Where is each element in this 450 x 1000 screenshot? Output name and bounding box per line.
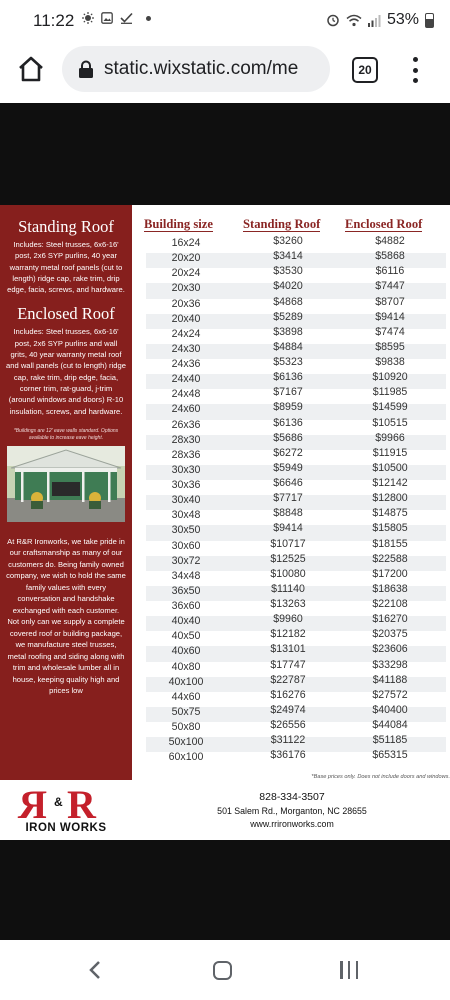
cell-building-size: 34x48 bbox=[171, 569, 201, 582]
cell-enclosed-price: $4882 bbox=[375, 235, 405, 247]
cell-building-size: 36x60 bbox=[171, 600, 201, 612]
cell-standing-price: $31122 bbox=[270, 734, 306, 747]
cell-enclosed-price: $10500 bbox=[372, 461, 408, 474]
info-sidebar bbox=[0, 205, 132, 780]
cell-standing-price: $7167 bbox=[273, 386, 303, 399]
cell-standing-price: $6136 bbox=[273, 416, 303, 429]
cell-building-size: 36x50 bbox=[171, 584, 201, 597]
cell-standing-price: $12182 bbox=[270, 628, 306, 641]
price-table bbox=[146, 235, 446, 767]
cell-standing-price: $3414 bbox=[273, 250, 303, 263]
dot-icon bbox=[146, 16, 151, 21]
cell-standing-price: $6272 bbox=[273, 446, 303, 459]
cell-building-size: 44x60 bbox=[171, 690, 201, 703]
cell-building-size: 24x24 bbox=[171, 327, 201, 340]
battery-percent: 53% bbox=[386, 11, 419, 28]
url-text: static.wixstatic.com/me bbox=[104, 58, 299, 79]
cell-enclosed-price: $22108 bbox=[372, 598, 408, 610]
cell-enclosed-price: $8707 bbox=[375, 295, 405, 308]
cell-building-size: 24x36 bbox=[171, 358, 201, 370]
lock-icon bbox=[78, 60, 94, 78]
cell-building-size: 50x80 bbox=[171, 721, 201, 733]
cell-standing-price: $10080 bbox=[270, 567, 306, 580]
cell-enclosed-price: $12142 bbox=[372, 477, 408, 489]
logo bbox=[0, 780, 132, 840]
image-backdrop-top bbox=[0, 103, 450, 205]
cell-standing-price: $36176 bbox=[270, 749, 306, 762]
status-bar bbox=[0, 0, 450, 40]
cell-standing-price: $8959 bbox=[273, 401, 303, 414]
cell-building-size: 50x75 bbox=[171, 705, 201, 718]
cell-building-size: 24x48 bbox=[171, 388, 201, 401]
cell-standing-price: $5323 bbox=[273, 356, 303, 368]
cell-building-size: 40x50 bbox=[171, 630, 201, 643]
home-icon[interactable] bbox=[16, 54, 46, 84]
cell-standing-price: $13101 bbox=[270, 643, 306, 656]
cell-standing-price: $17747 bbox=[270, 658, 306, 671]
cell-standing-price: $24974 bbox=[270, 703, 306, 716]
alarm-icon bbox=[326, 13, 340, 27]
cell-building-size: 30x30 bbox=[171, 463, 201, 476]
price-table-panel bbox=[132, 205, 450, 840]
contact-address: 501 Salem Rd., Morganton, NC 28655 bbox=[217, 806, 367, 816]
cell-standing-price: $11140 bbox=[271, 582, 305, 595]
battery-icon bbox=[425, 13, 434, 28]
back-icon[interactable] bbox=[88, 960, 102, 980]
cell-building-size: 40x80 bbox=[171, 660, 201, 673]
cell-building-size: 24x60 bbox=[171, 403, 201, 416]
cell-enclosed-price: $11985 bbox=[372, 386, 408, 399]
cell-enclosed-price: $23606 bbox=[372, 643, 408, 656]
cell-enclosed-price: $14875 bbox=[372, 507, 408, 520]
sun-icon bbox=[82, 12, 94, 24]
cell-building-size: 30x60 bbox=[171, 539, 201, 552]
cell-enclosed-price: $51185 bbox=[372, 734, 408, 747]
cell-building-size: 40x100 bbox=[168, 675, 204, 688]
cell-building-size: 20x24 bbox=[171, 267, 201, 280]
cell-enclosed-price: $10515 bbox=[372, 416, 408, 429]
home-nav-icon[interactable] bbox=[213, 961, 232, 980]
cell-enclosed-price: $15805 bbox=[372, 522, 408, 535]
cell-standing-price: $8848 bbox=[273, 507, 303, 520]
cell-standing-price: $26556 bbox=[270, 719, 306, 731]
cell-standing-price: $4020 bbox=[273, 280, 303, 293]
check-icon bbox=[120, 12, 133, 24]
cell-building-size: 28x30 bbox=[171, 433, 201, 446]
cell-enclosed-price: $6116 bbox=[375, 265, 405, 278]
cell-standing-price: $5289 bbox=[273, 310, 303, 323]
cell-standing-price: $4884 bbox=[273, 340, 303, 353]
cell-building-size: 20x20 bbox=[171, 252, 201, 265]
cell-building-size: 26x36 bbox=[171, 418, 201, 431]
browser-toolbar bbox=[0, 40, 450, 102]
contact-phone: 828-334-3507 bbox=[259, 791, 325, 803]
cell-enclosed-price: $8595 bbox=[375, 340, 405, 353]
cell-enclosed-price: $9414 bbox=[375, 310, 405, 323]
cell-building-size: 16x24 bbox=[171, 237, 201, 249]
cell-enclosed-price: $9966 bbox=[375, 431, 405, 444]
svg-text:R: R bbox=[67, 784, 96, 822]
wifi-icon bbox=[346, 14, 362, 27]
cell-building-size: 24x30 bbox=[171, 342, 201, 355]
image-backdrop-bottom bbox=[0, 840, 450, 940]
gallery-icon bbox=[101, 12, 113, 24]
cell-enclosed-price: $40400 bbox=[372, 703, 408, 716]
cell-enclosed-price: $20375 bbox=[372, 628, 408, 641]
cell-enclosed-price: $11915 bbox=[372, 446, 408, 459]
cell-building-size: 30x48 bbox=[171, 509, 201, 522]
cell-standing-price: $12525 bbox=[270, 552, 306, 565]
cell-building-size: 30x36 bbox=[171, 479, 201, 491]
cell-standing-price: $4868 bbox=[273, 295, 303, 308]
cell-standing-price: $9960 bbox=[273, 613, 303, 626]
cell-building-size: 60x100 bbox=[168, 751, 204, 764]
cell-building-size: 20x30 bbox=[171, 282, 201, 295]
cell-enclosed-price: $7447 bbox=[375, 280, 405, 293]
cell-enclosed-price: $9838 bbox=[375, 356, 405, 368]
cell-standing-price: $6136 bbox=[273, 371, 303, 384]
header-standing-roof: Standing Roof bbox=[243, 217, 321, 231]
standing-roof-heading: Standing Roof bbox=[18, 217, 114, 236]
cell-enclosed-price: $17200 bbox=[372, 567, 408, 580]
eave-note: *Buildings are 12' eave walls standard. Options available to increase eave height. bbox=[13, 427, 119, 441]
cell-enclosed-price: $7474 bbox=[375, 325, 405, 338]
cell-enclosed-price: $41188 bbox=[372, 673, 408, 686]
cell-standing-price: $3530 bbox=[273, 265, 303, 278]
contact-website: www.rrironworks.com bbox=[250, 819, 334, 829]
cell-standing-price: $6646 bbox=[273, 477, 303, 489]
cell-enclosed-price: $27572 bbox=[372, 688, 408, 701]
logo-wordmark: IRON WORKS bbox=[25, 822, 107, 834]
cell-standing-price: $3898 bbox=[273, 325, 303, 338]
clock: 11:22 bbox=[33, 11, 75, 30]
cell-building-size: 30x50 bbox=[171, 524, 201, 537]
cell-standing-price: $10717 bbox=[270, 537, 306, 550]
price-footnote: *Base prices only. Does not include doors and windows. bbox=[311, 774, 450, 780]
cell-building-size: 50x100 bbox=[168, 736, 204, 749]
about-paragraph: At R&R Ironworks, we take pride in our craftsmanship as many of our customers do. Being family owned company, we wish to hold the same family values with every conversation and handshake exchanged with each customer. Not only can we supply a complete covered roof or building package, we manufacture steel trusses, metal roofing and siding along with trim and wholesale lumber all in house, keeping quality high and prices low bbox=[6, 536, 126, 696]
cell-building-size: 20x40 bbox=[171, 312, 201, 325]
signal-icon bbox=[368, 14, 381, 27]
address-bar[interactable] bbox=[62, 46, 330, 92]
system-nav-bar bbox=[0, 940, 450, 1000]
standing-roof-description: Includes: Steel trusses, 6x6-16' post, 2x6 SYP purlins, 40 year warranty metal roof panels (cut to length) ridge cap, rake trim, drip edge, facia, screws, and hardware. bbox=[7, 240, 125, 295]
cell-enclosed-price: $16270 bbox=[372, 613, 408, 626]
cell-standing-price: $13263 bbox=[270, 598, 306, 610]
rr-logo-mark bbox=[7, 784, 127, 822]
cell-building-size: 40x60 bbox=[171, 645, 201, 658]
more-menu-icon[interactable] bbox=[405, 55, 425, 85]
cell-enclosed-price: $18155 bbox=[372, 537, 408, 550]
system-icons bbox=[326, 11, 434, 29]
cell-enclosed-price: $5868 bbox=[375, 250, 405, 263]
cell-standing-price: $7717 bbox=[273, 492, 303, 505]
cell-standing-price: $16276 bbox=[270, 688, 306, 701]
svg-text:&: & bbox=[54, 795, 63, 809]
cell-building-size: 28x36 bbox=[171, 448, 201, 461]
cell-standing-price: $22787 bbox=[270, 673, 306, 686]
cell-enclosed-price: $10920 bbox=[372, 371, 408, 384]
cell-building-size: 40x40 bbox=[171, 615, 201, 628]
enclosed-roof-description: Includes: Steel trusses, 6x6-16' post, 2x6 SYP purlins and wall grits, 40 year warranty metal roof and wall panels (cut to length) ridge cap, rake trim, drip edge, facia, corner trim, rat-guard, j-trim (around windows and doors) R-10 insulation, screws, and hardware. bbox=[6, 327, 126, 416]
cell-standing-price: $3260 bbox=[273, 235, 303, 247]
cell-building-size: 24x40 bbox=[171, 373, 201, 386]
header-enclosed-roof: Enclosed Roof bbox=[345, 217, 423, 231]
cell-standing-price: $5686 bbox=[273, 431, 303, 444]
barn-photo bbox=[7, 446, 125, 522]
cell-enclosed-price: $33298 bbox=[372, 658, 408, 671]
table-row bbox=[146, 749, 446, 767]
cell-building-size: 20x36 bbox=[171, 297, 201, 310]
cell-enclosed-price: $44084 bbox=[372, 719, 408, 731]
cell-building-size: 30x40 bbox=[171, 494, 201, 507]
cell-enclosed-price: $22588 bbox=[372, 552, 408, 565]
tab-switcher-button[interactable] bbox=[352, 57, 378, 83]
cell-enclosed-price: $18638 bbox=[372, 582, 408, 595]
enclosed-roof-heading: Enclosed Roof bbox=[17, 304, 115, 324]
header-building-size: Building size bbox=[144, 217, 213, 231]
cell-building-size: 30x72 bbox=[171, 554, 201, 567]
cell-enclosed-price: $12800 bbox=[372, 492, 408, 505]
cell-standing-price: $9414 bbox=[273, 522, 303, 535]
cell-standing-price: $5949 bbox=[273, 461, 303, 474]
recents-icon[interactable] bbox=[340, 961, 358, 979]
svg-text:R: R bbox=[18, 784, 47, 822]
tab-count: 20 bbox=[358, 63, 372, 77]
notification-icons bbox=[82, 12, 151, 24]
cell-enclosed-price: $65315 bbox=[372, 749, 408, 762]
cell-enclosed-price: $14599 bbox=[372, 401, 408, 414]
